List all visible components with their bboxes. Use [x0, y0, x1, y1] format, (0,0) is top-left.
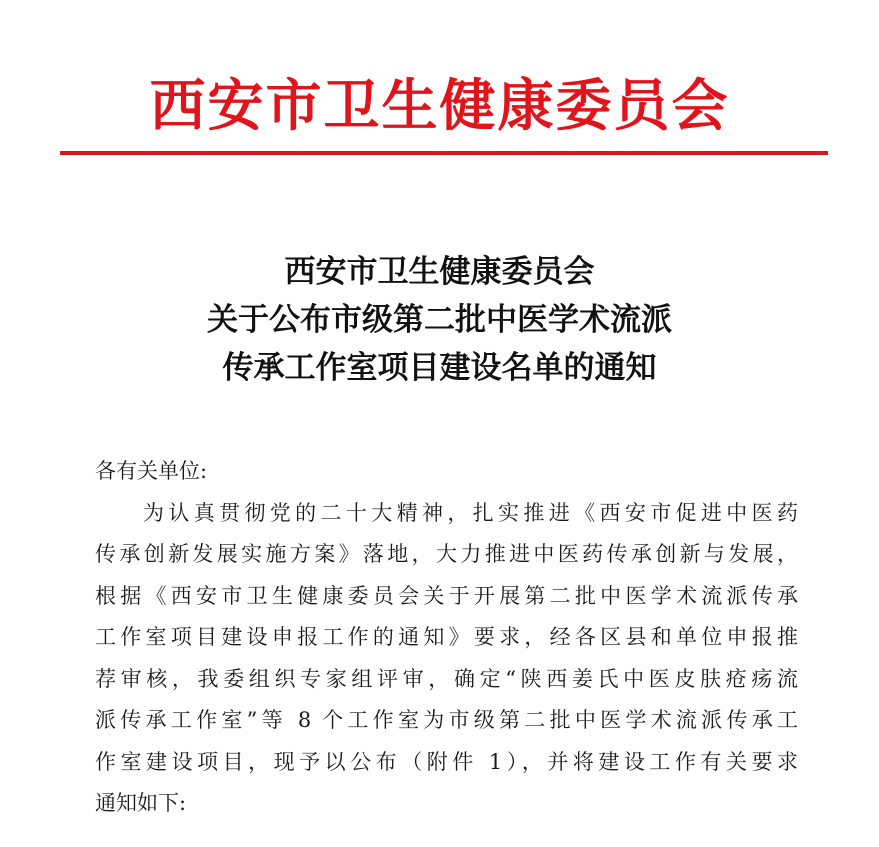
title-line-1: 西安市卫生健康委员会 [284, 254, 595, 290]
paragraph-line: 通知如下: [95, 791, 187, 815]
letterhead-org-name: 西安市卫生健康委员会 [149, 73, 730, 139]
title-line-3: 传承工作室项目建设名单的通知 [222, 350, 657, 386]
salutation: 各有关单位: [95, 459, 208, 483]
title-line-2: 关于公布市级第二批中医学术流派 [207, 302, 672, 338]
paragraph-line: 传承创新发展实施方案》落地，大力推进中医药传承创新与发展， [95, 542, 798, 566]
paragraph-line: 根据《西安市卫生健康委员会关于开展第二批中医学术流派传承 [95, 583, 798, 608]
letterhead-red-rule [60, 151, 828, 155]
document-body [95, 451, 798, 825]
document-title [0, 248, 879, 392]
paragraph-line: 为认真贯彻党的二十大精神，扎实推进《西安市促进中医药 [143, 500, 798, 525]
paragraph-line: 工作室项目建设申报工作的通知》要求，经各区县和单位申报推 [95, 625, 798, 649]
paragraph-line: 荐审核，我委组织专家组评审，确定“陕西姜氏中医皮肤疮疡流 [95, 666, 798, 691]
paragraph-line: 作室建设项目，现予以公布（附件 1），并将建设工作有关要求 [95, 749, 798, 774]
paragraph-line: 派传承工作室”等 8 个工作室为市级第二批中医学术流派传承工 [95, 708, 798, 732]
